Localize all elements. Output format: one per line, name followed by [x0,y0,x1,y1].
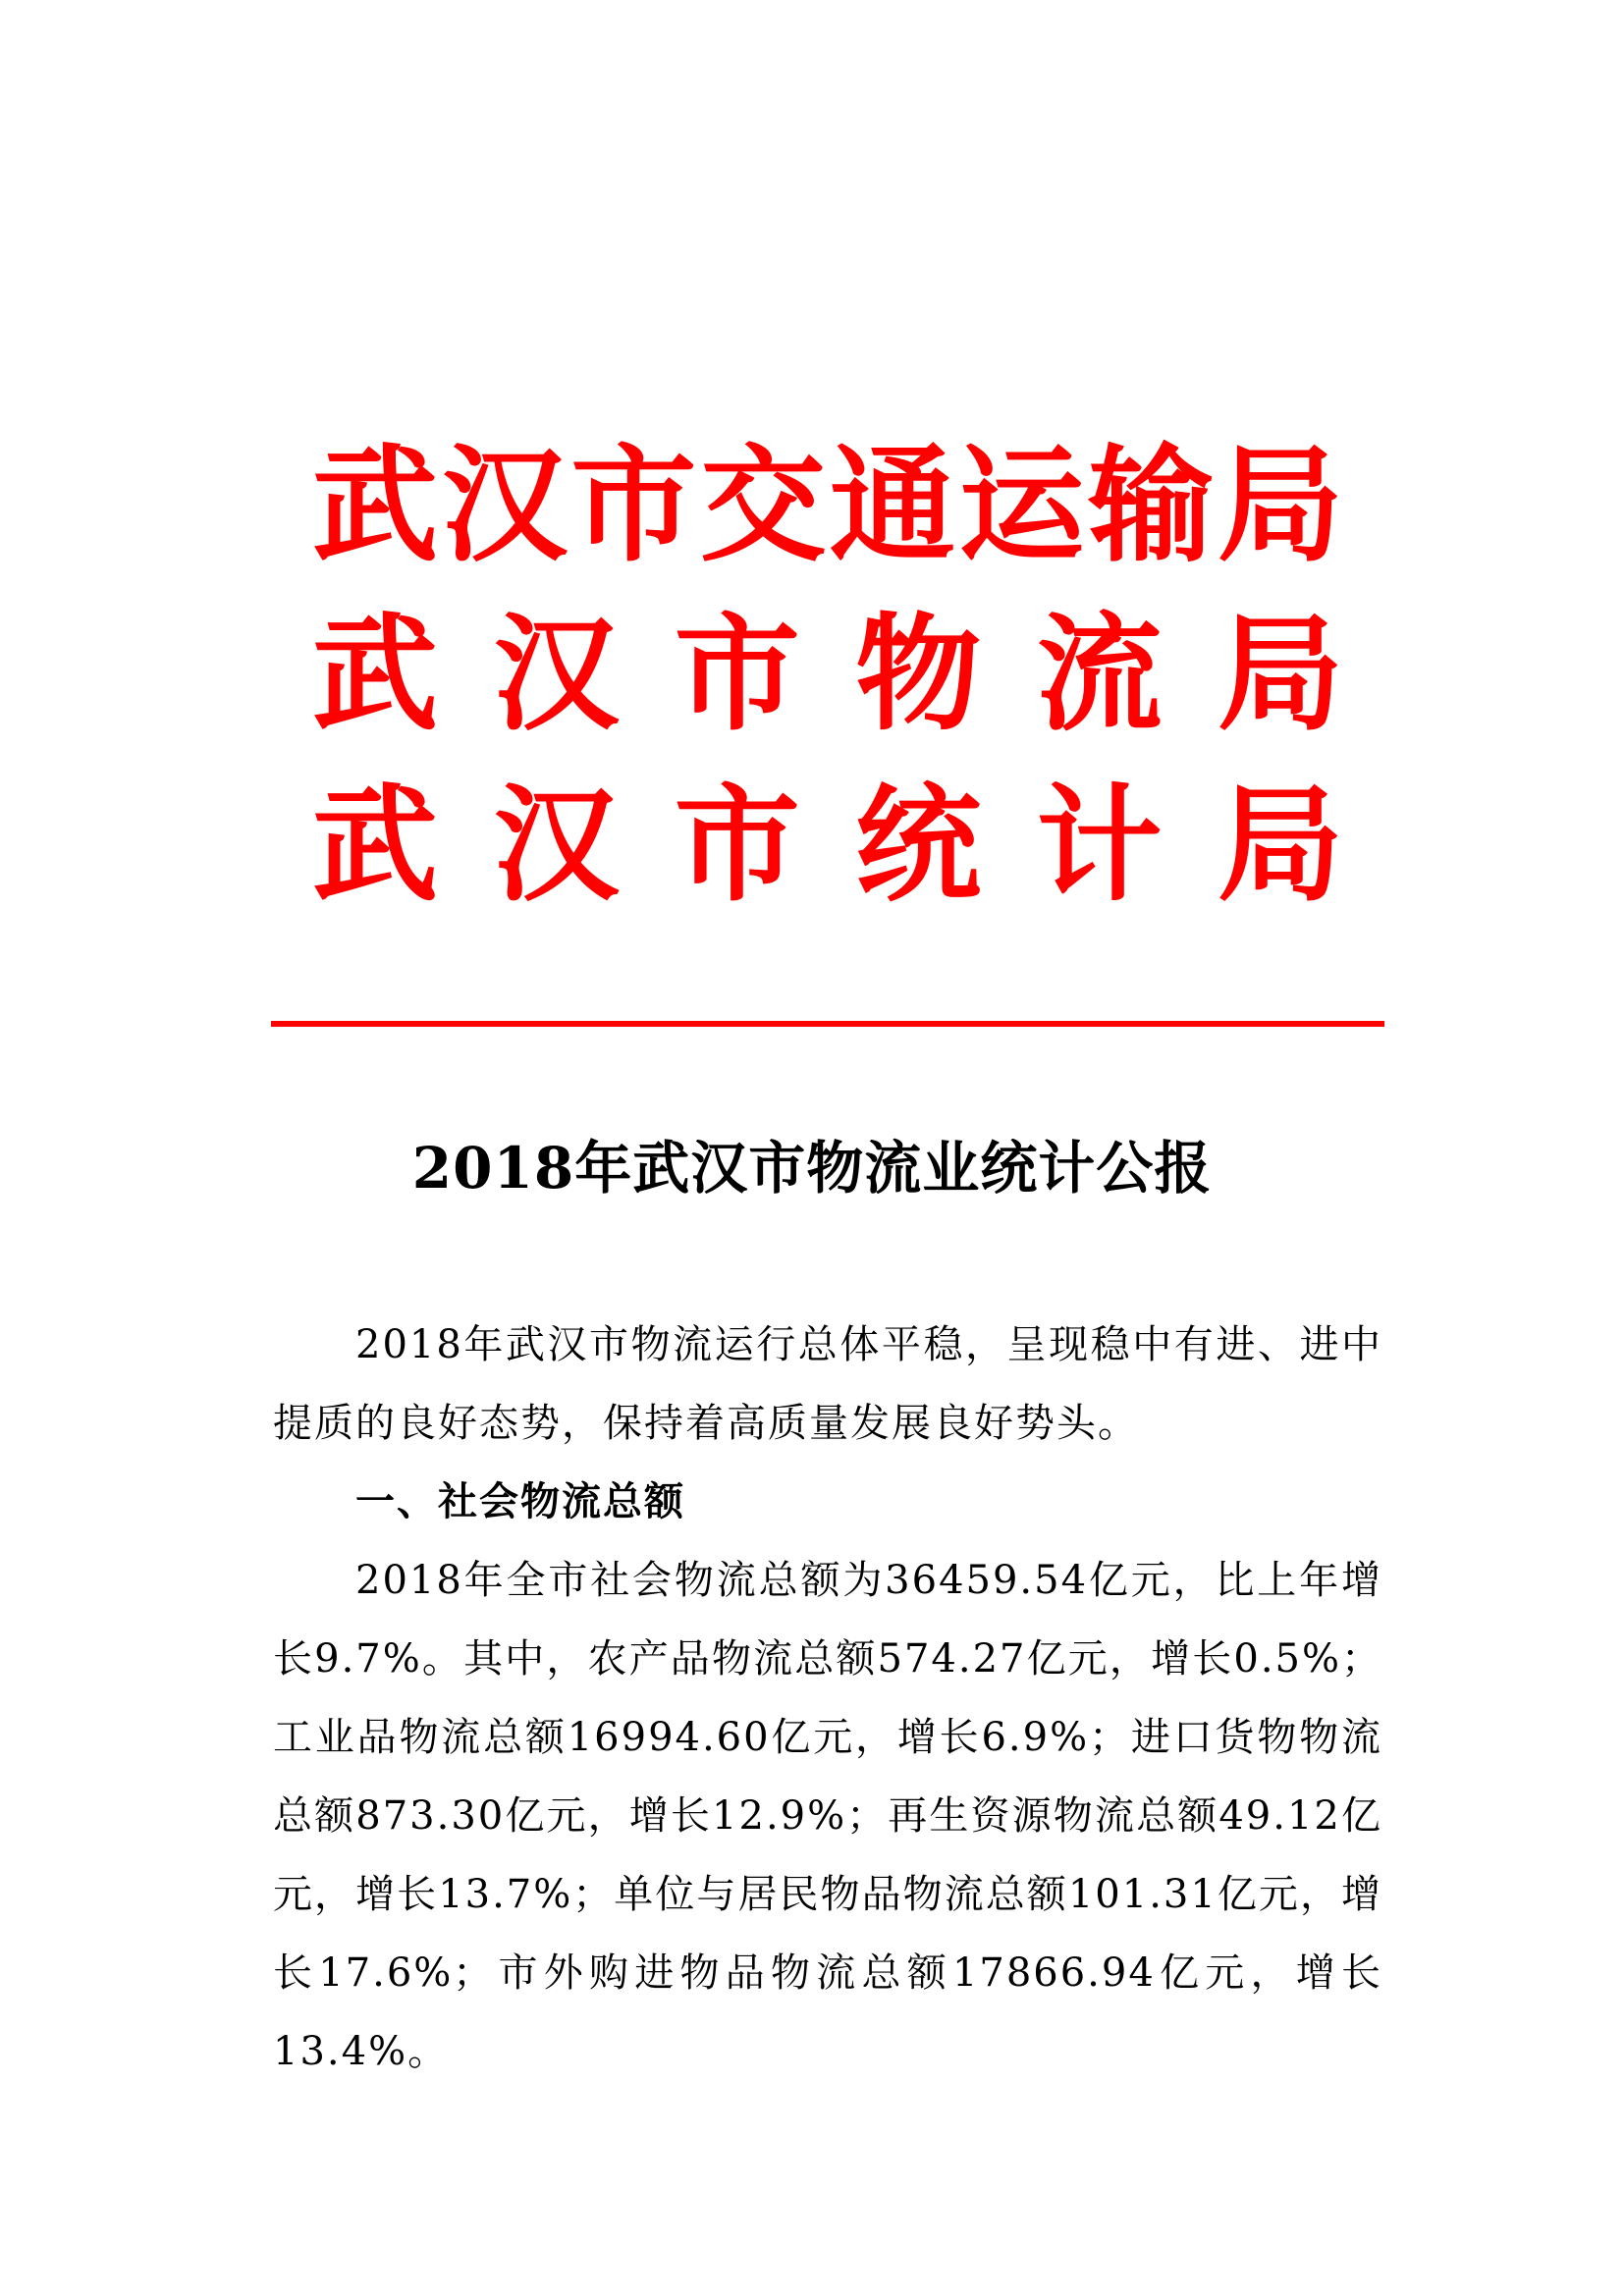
issuer-char: 汉 [441,432,568,579]
issuer-char: 计 [1036,772,1163,919]
issuer-char: 汉 [493,601,620,748]
document-title: 2018年武汉市物流业统计公报 [411,1135,1213,1201]
issuer-char: 统 [855,772,982,919]
issuer-char: 汉 [493,772,620,919]
issuer-line-logistics-bureau [312,601,1343,748]
issuer-char: 武 [312,432,439,579]
issuer-line-transport-bureau [312,432,1343,579]
issuer-char: 局 [1217,772,1343,919]
section-heading: 一、社会物流总额 [355,1479,685,1524]
issuer-char: 物 [855,601,982,748]
red-header-divider [271,1021,1384,1027]
section-paragraph: 2018年全市社会物流总额为36459.54亿元，比上年增长9.7%。其中，农产品物流总额574.27亿元，增长0.5%；工业品物流总额16994.60亿元，增长6.9%；进口货物物流总额873.30亿元，增长12.9%；再生资源物流总额49.12亿元，增长13.7%；单位与居民物品物流总额101.31亿元，增长17.6%；市外购进物品物流总额17866.94亿元，增长13.4%。 [273,1558,1382,2074]
intro-paragraph: 2018年武汉市物流运行总体平稳，呈现稳中有进、进中提质的良好态势，保持着高质量发展良好势头。 [273,1322,1382,1446]
issuer-char: 武 [312,601,439,748]
issuer-char: 武 [312,772,439,919]
issuer-char: 输 [1088,432,1215,579]
issuer-char: 市 [674,601,800,748]
issuer-char: 流 [1036,601,1163,748]
issuer-line-statistics-bureau [312,772,1343,919]
issuer-char: 交 [700,432,827,579]
issuer-char: 局 [1217,601,1343,748]
issuer-char: 通 [829,432,955,579]
issuer-char: 运 [958,432,1085,579]
issuer-char: 市 [570,432,697,579]
issuer-char: 市 [674,772,800,919]
issuer-char: 局 [1217,432,1343,579]
